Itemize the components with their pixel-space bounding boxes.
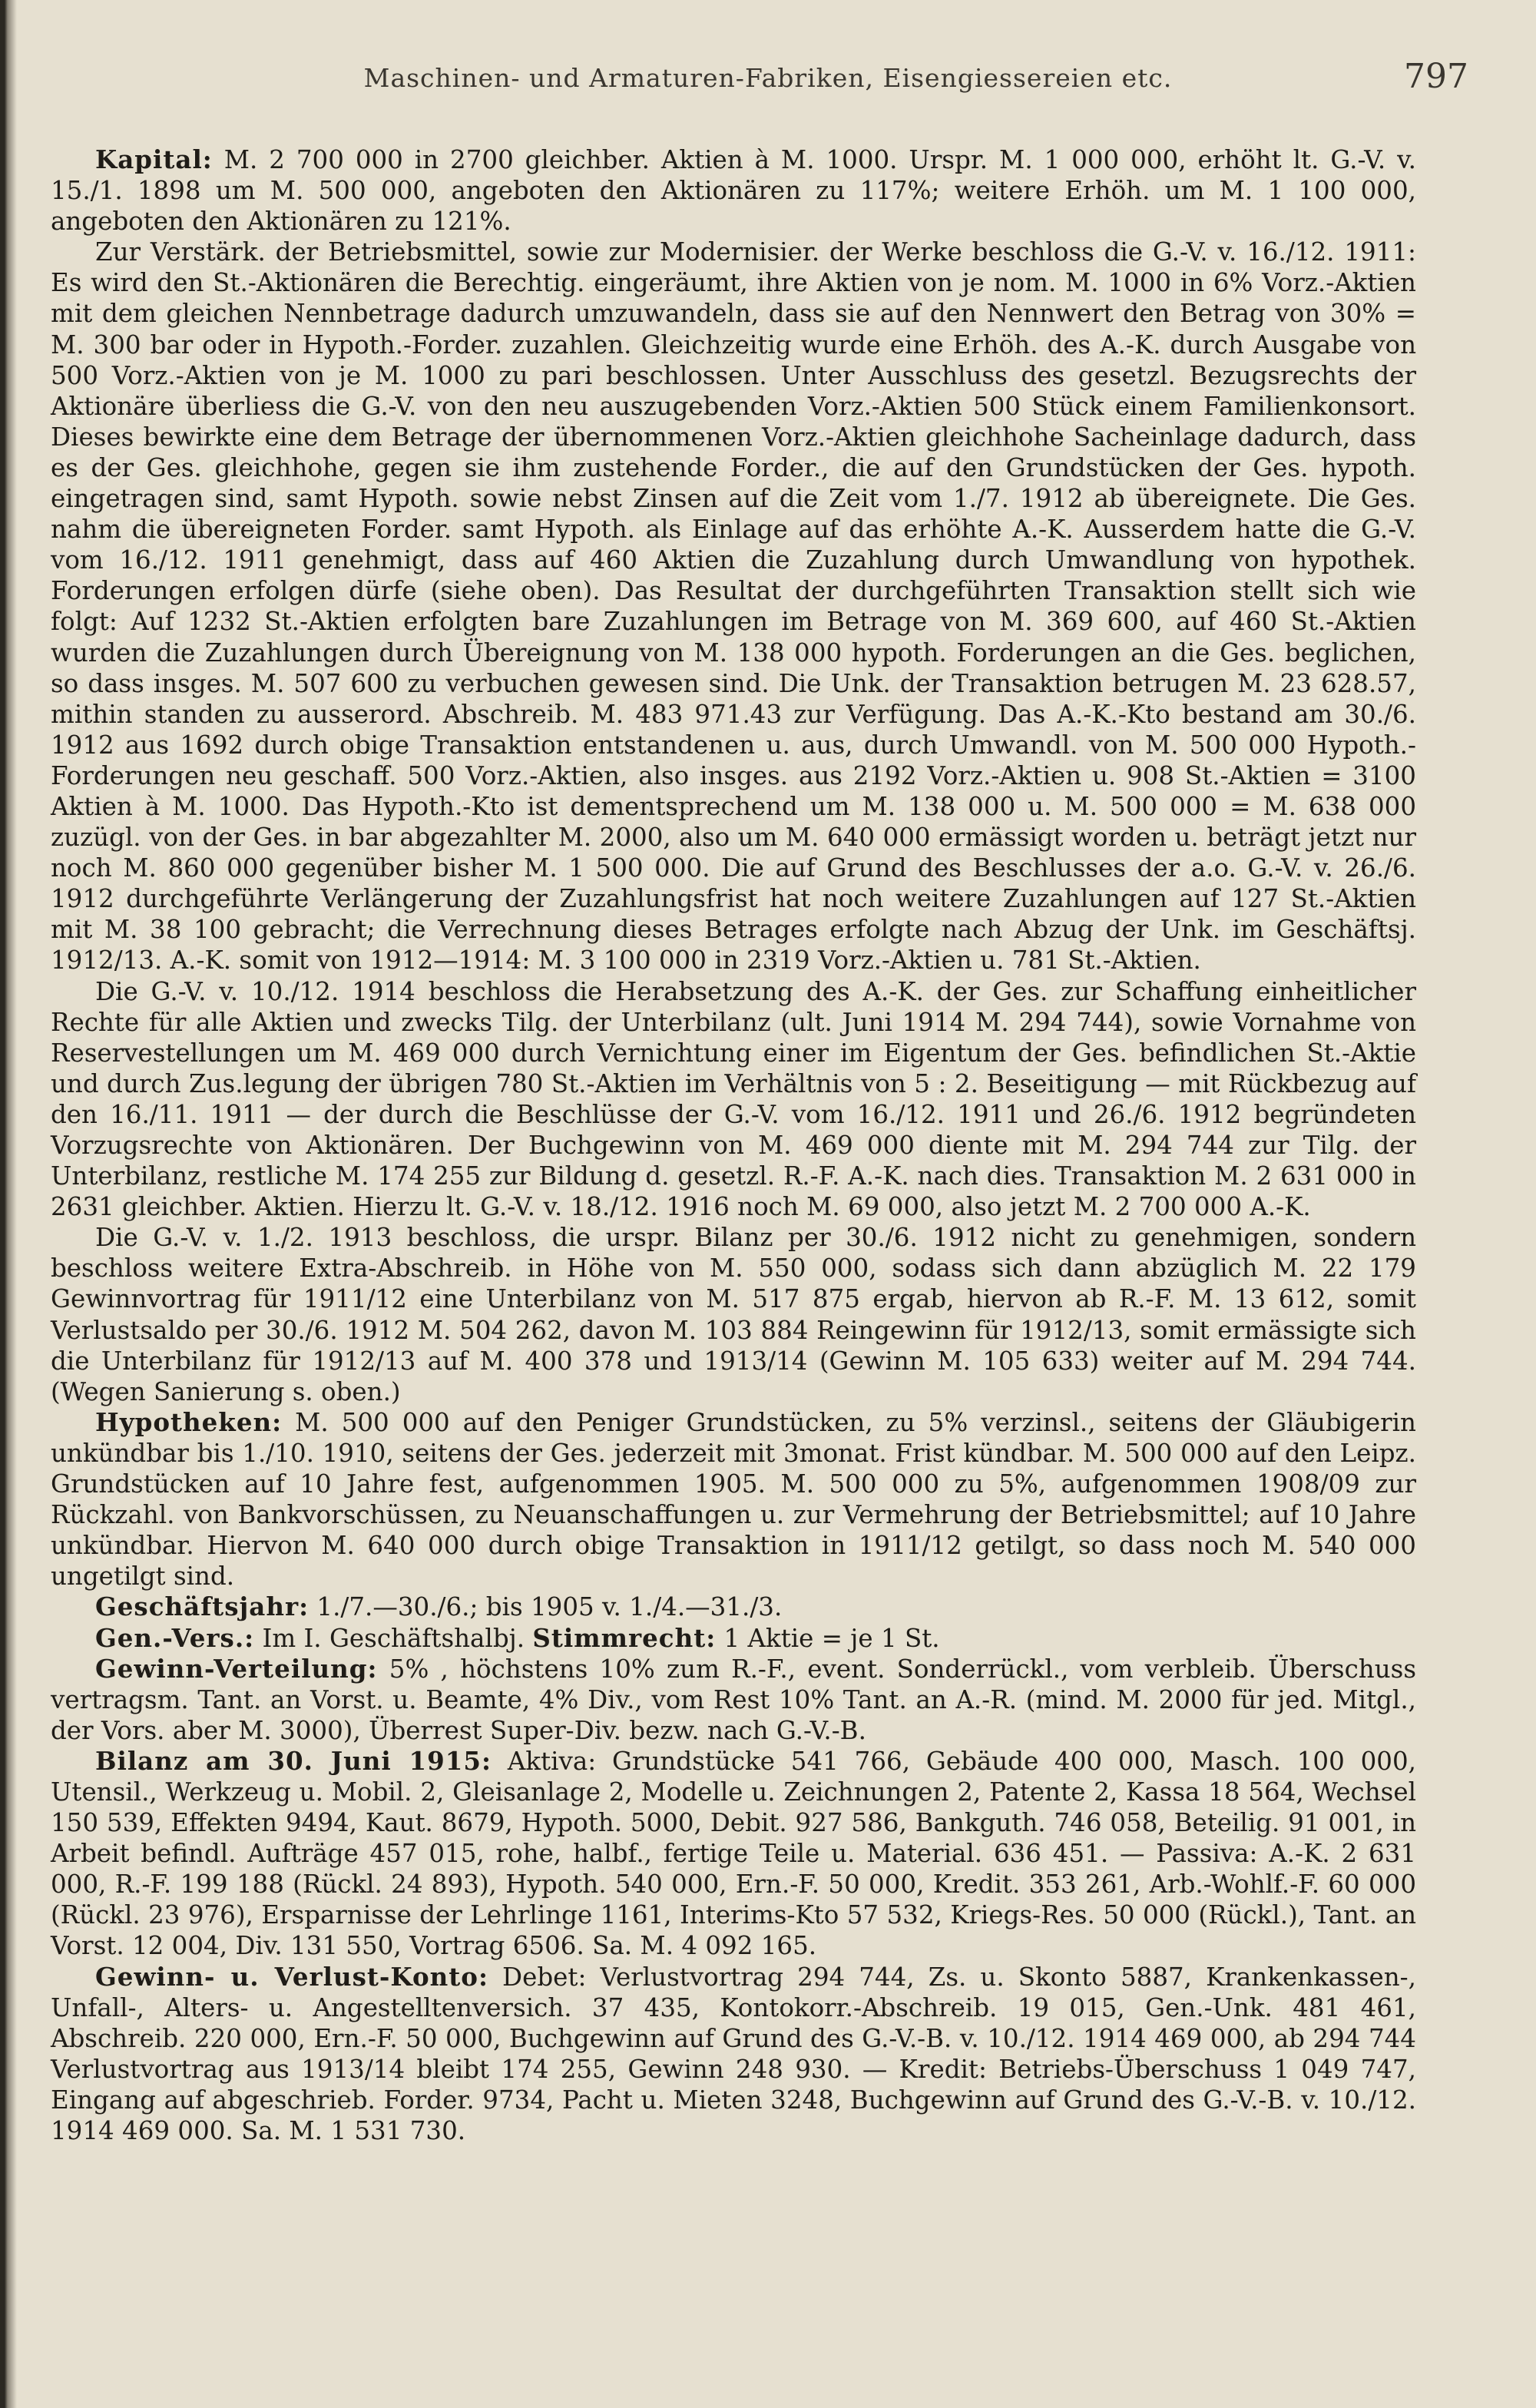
paragraph-text: Debet: Verlustvortrag 294 744, Zs. u. Skonto 5887, Krankenkassen-, Unfall-, Alters- u. Angestelltenversich. 37 435, Kontokorr.-Abschreib. 19 015, Gen.-Unk. 481 461, Abschreib. 220 000, Ern.-F. 50 000, Buchgewinn auf Grund des G.-V.-B. v. 10./12. 1914 469 000, ab 294 744 Verlustvortrag aus 1913/14 bleibt 174 255, Gewinn 248 930. — Kredit: Betriebs-Überschuss 1 049 747, Eingang auf abgeschrieb. Forder. 9734, Pacht u. Mieten 3248, Buchgewinn auf Grund des G.-V.-B. v. 10./12. 1914 469 000. Sa. M. 1 531 730. [51,1962,1416,2145]
page-number: 797 [1404,57,1468,96]
paragraph-text: 1./7.—30./6.; bis 1905 v. 1./4.—31./3. [309,1592,783,1622]
section-label: Gewinn- u. Verlust-Konto: [95,1961,488,1992]
paragraph-verstaerkung [51,237,1416,975]
section-label: Hypotheken: [95,1406,283,1437]
paragraph-bilanz-1915 [51,1746,1416,1962]
page-body [51,144,1416,2146]
paragraph-text: M. 500 000 auf den Peniger Grundstücken, zu 5% verzinsl., seitens der Gläubigerin unkündbar bis 1./10. 1910, seitens der Ges. jederzeit mit 3monat. Frist kündbar. M. 500 000 auf den Leipz. Grundstücken auf 10 Jahre fest, aufgenommen 1905. M. 500 000 zu 5%, aufgenommen 1908/09 zur Rückzahl. von Bankvorschüssen, zu Neuanschaffungen u. zur Vermehrung der Betriebsmittel; auf 10 Jahre unkündbar. Hiervon M. 640 000 durch obige Transaktion in 1911/12 getilgt, so dass noch M. 540 000 ungetilgt sind. [51,1407,1416,1592]
running-title: Maschinen- und Armaturen-Fabriken, Eisengiessereien etc. [363,63,1173,93]
paragraph-text: 1 Aktie = je 1 St. [716,1623,940,1653]
section-label: Kapital: [95,144,213,174]
paragraph-hypotheken [51,1407,1416,1592]
paragraph-text: Die G.-V. v. 1./2. 1913 beschloss, die urspr. Bilanz per 30./6. 1912 nicht zu genehmigen, sondern beschloss weitere Extra-Abschreib. in Höhe von M. 550 000, sodass sich dann abzüglich M. 22 179 Gewinnvortrag für 1911/12 eine Unterbilanz von M. 517 875 ergab, hiervon ab R.-F. M. 13 612, somit Verlustsaldo per 30./6. 1912 M. 504 262, davon M. 103 884 Reingewinn für 1912/13, somit ermässigte sich die Unterbilanz für 1912/13 auf M. 400 378 und 1913/14 (Gewinn M. 105 633) weiter auf M. 294 744. (Wegen Sanierung s. oben.) [51,1223,1416,1406]
paragraph-text: Im I. Geschäftshalbj. [254,1623,533,1653]
paragraph-gen-vers [51,1623,1416,1654]
paragraph-geschaeftsjahr [51,1592,1416,1622]
paragraph-gewinn-verteilung [51,1654,1416,1746]
paragraph-text: M. 2 700 000 in 2700 gleichber. Aktien à M. 1000. Urspr. M. 1 000 000, erhöht lt. G.-V. v. 15./1. 1898 um M. 500 000, angeboten den Aktionären zu 117%; weitere Erhöh. um M. 1 100 000, angeboten den Aktionären zu 121%. [51,145,1416,237]
paragraph-text: Zur Verstärk. der Betriebsmittel, sowie zur Modernisier. der Werke beschloss die G.-V. v. 16./12. 1911: Es wird den St.-Aktionären die Berechtig. eingeräumt, ihre Aktien von je nom. M. 1000 in 6% Vorz.-Aktien mit dem gleichen Nennbetrage dadurch umzuwandeln, dass sie auf den Nennwert den Betrag von 30% = M. 300 bar oder in Hypoth.-Forder. zuzahlen. Gleichzeitig wurde eine Erhöh. des A.-K. durch Ausgabe von 500 Vorz.-Aktien von je M. 1000 zu pari beschlossen. Unter Ausschluss des gesetzl. Bezugsrechts der Aktionäre überliess die G.-V. von den neu auszugebenden Vorz.-Aktien 500 Stück einem Familienkonsort. Dieses bewirkte eine dem Betrage der übernommenen Vorz.-Aktien gleichhohe Sacheinlage dadurch, dass es der Ges. gleichhohe, gegen sie ihm zustehende Forder., die auf den Grundstücken der Ges. hypoth. eingetragen sind, samt Hypoth. sowie nebst Zinsen auf die Zeit vom 1./7. 1912 ab übereignete. Die Ges. nahm die übereigneten Forder. samt Hypoth. als Einlage auf das erhöhte A.-K. Ausserdem hatte die G.-V. vom 16./12. 1911 genehmigt, dass auf 460 Aktien die Zuzahlung durch Umwandlung von hypothek. Forderungen erfolgen dürfe (siehe oben). Das Resultat der durchgeführten Transaktion stellt sich wie folgt: Auf 1232 St.-Aktien erfolgten bare Zuzahlungen im Betrage von M. 369 600, auf 460 St.-Aktien wurden die Zuzahlungen durch Übereignung von M. 138 000 hypoth. Forderungen an die Ges. beglichen, so dass insges. M. 507 600 zu verbuchen gewesen sind. Die Unk. der Transaktion betrugen M. 23 628.57, mithin standen zu ausserord. Abschreib. M. 483 971.43 zur Verfügung. Das A.-K.-Kto bestand am 30./6. 1912 aus 1692 durch obige Transaktion entstandenen u. aus, durch Umwandl. von M. 500 000 Hypoth.-Forderungen neu geschaff. 500 Vorz.-Aktien, also insges. aus 2192 Vorz.-Aktien u. 908 St.-Aktien = 3100 Aktien à M. 1000. Das Hypoth.-Kto ist dementsprechend um M. 138 000 u. M. 500 000 = M. 638 000 zuzügl. von der Ges. in bar abgezahlter M. 2000, also um M. 640 000 ermässigt worden u. beträgt jetzt nur noch M. 860 000 gegenüber bisher M. 1 500 000. Die auf Grund des Beschlusses der a.o. G.-V. v. 26./6. 1912 durchgeführte Verlängerung der Zuzahlungsfrist hat noch weitere Zuzahlungen auf 127 St.-Aktien mit M. 38 100 gebracht; die Verrechnung dieses Betrages erfolgte nach Abzug der Unk. im Geschäftsj. 1912/13. A.-K. somit von 1912—1914: M. 3 100 000 in 2319 Vorz.-Aktien u. 781 St.-Aktien. [51,237,1416,975]
section-label: Gewinn-Verteilung: [95,1653,378,1684]
section-label: Geschäftsjahr: [95,1592,310,1622]
paragraph-text: Aktiva: Grundstücke 541 766, Gebäude 400 000, Masch. 100 000, Utensil., Werkzeug u. Mobil. 2, Gleisanlage 2, Modelle u. Zeichnungen 2, Patente 2, Kassa 18 564, Wechsel 150 539, Effekten 9494, Kaut. 8679, Hypoth. 5000, Debit. 927 586, Bankguth. 746 058, Beteilig. 91 001, in Arbeit befindl. Aufträge 457 015, rohe, halbf., fertige Teile u. Material. 636 451. — Passiva: A.-K. 2 631 000, R.-F. 199 188 (Rückl. 24 893), Hypoth. 540 000, Ern.-F. 50 000, Kredit. 353 261, Arb.-Wohlf.-F. 60 000 (Rückl. 23 976), Ersparnisse der Lehrlinge 1161, Interims-Kto 57 532, Kriegs-Res. 50 000 (Rückl.), Tant. an Vorst. 12 004, Div. 131 550, Vortrag 6506. Sa. M. 4 092 165. [51,1746,1416,1961]
page-header [0,57,1536,109]
binding-edge [0,0,17,2408]
section-label: Stimmrecht: [532,1622,717,1653]
section-label: Gen.-Vers.: [95,1622,255,1653]
paragraph-kapital [51,144,1416,237]
paragraph-bilanz-1912 [51,1222,1416,1407]
paragraph-herabsetzung [51,976,1416,1223]
paragraph-gewinn-verlust [51,1962,1416,2147]
section-label: Bilanz am 30. Juni 1915: [95,1745,492,1776]
paragraph-text: 5% , höchstens 10% zum R.-F., event. Sonderrückl., vom verbleib. Überschuss vertragsm. Tant. an Vorst. u. Beamte, 4% Div., vom Rest 10% Tant. an A.-R. (mind. M. 2000 für jed. Mitgl., der Vors. aber M. 3000), Überrest Super-Div. bezw. nach G.-V.-B. [51,1654,1416,1745]
paragraph-text: Die G.-V. v. 10./12. 1914 beschloss die Herabsetzung des A.-K. der Ges. zur Schaffung einheitlicher Rechte für alle Aktien und zwecks Tilg. der Unterbilanz (ult. Juni 1914 M. 294 744), sowie Vornahme von Reservestellungen um M. 469 000 durch Vernichtung einer im Eigentum der Ges. befindlichen St.-Aktie und durch Zus.legung der übrigen 780 St.-Aktien im Verhältnis von 5 : 2. Beseitigung — mit Rückbezug auf den 16./11. 1911 — der durch die Beschlüsse der G.-V. vom 16./12. 1911 und 26./6. 1912 begründeten Vorzugsrechte von Aktionären. Der Buchgewinn von M. 469 000 diente mit M. 294 744 zur Tilg. der Unterbilanz, restliche M. 174 255 zur Bildung d. gesetzl. R.-F. A.-K. nach dies. Transaktion M. 2 631 000 in 2631 gleichber. Aktien. Hierzu lt. G.-V. v. 18./12. 1916 noch M. 69 000, also jetzt M. 2 700 000 A.-K. [51,976,1416,1222]
